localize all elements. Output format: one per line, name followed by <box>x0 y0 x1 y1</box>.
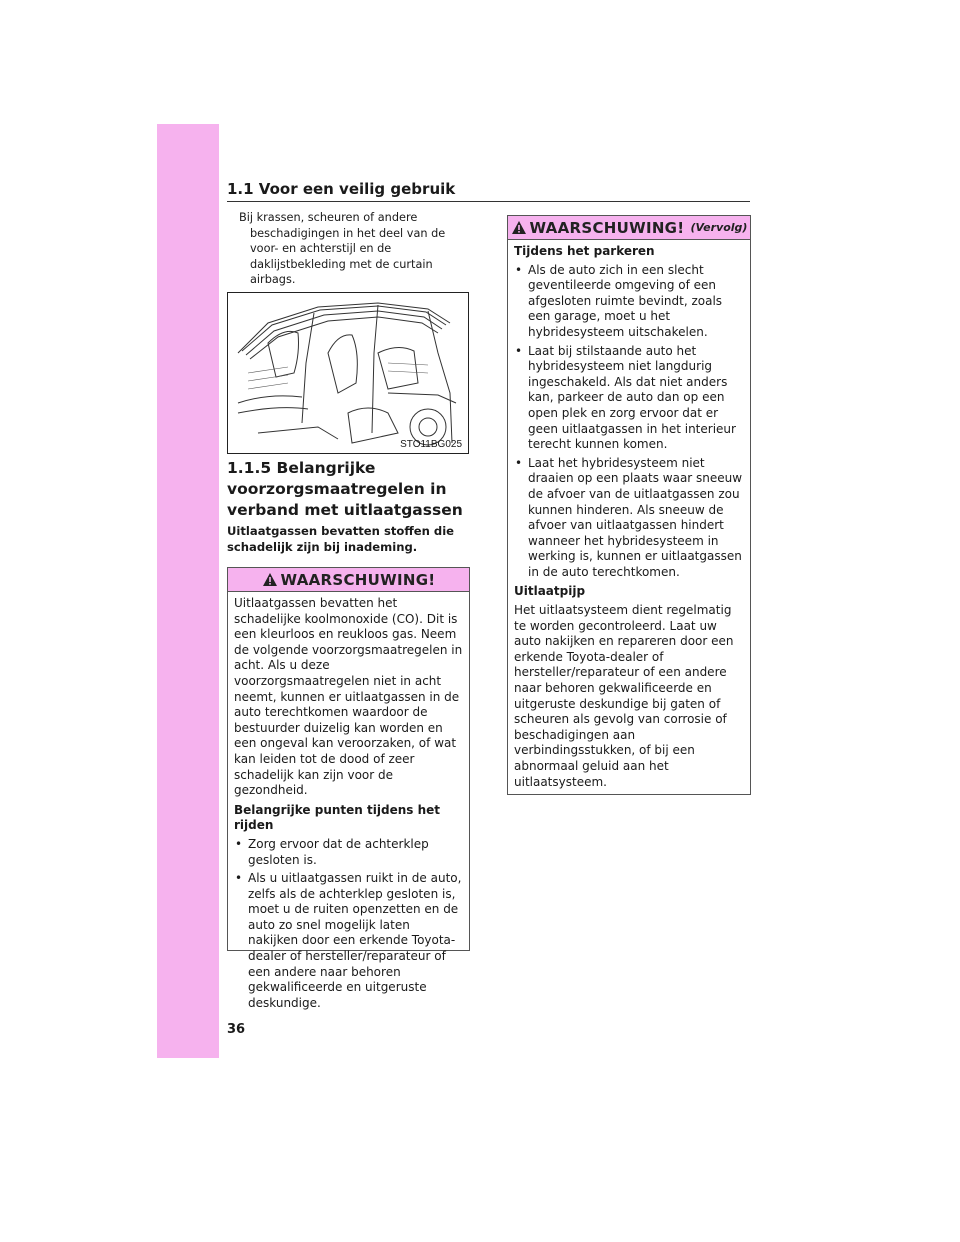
intro-bullet: Bij krassen, scheuren of andere beschadigingen in het deel van de voor- en achterstijl en de daklijstbekleding met de curtain airbags. <box>239 211 446 286</box>
warning-subsection-title: Tijdens het parkeren <box>514 244 655 258</box>
warning-title: WAARSCHUWING! <box>280 570 436 589</box>
warning-triangle-icon <box>262 572 278 587</box>
warning-list-item: • Als de auto zich in een slecht geventileerde omgeving of een afgesloten ruimte bevindt, zoals een garage, moet u het hybridesysteem uitschakelen. <box>514 263 744 341</box>
warning-triangle-icon <box>511 220 527 235</box>
warning-subsection-title: Uitlaatpijp <box>514 584 586 599</box>
warning-body <box>228 592 469 1017</box>
section-subheading: Uitlaatgassen bevatten stoffen die schadelijk zijn bij inademing. <box>227 524 455 554</box>
warning-subsection-title: Belangrijke punten tijdens het rijden <box>234 802 440 833</box>
warning-list-item: • Laat het hybridesysteem niet draaien op een plaats waar sneeuw de afvoer van de uitlaatgassen zou kunnen hinderen. Als sneeuw de afvoer van uitlaatgassen hindert wanneer het hybridesysteem in werking is, kunnen er uitlaatgassen in de auto terechtkomen. <box>514 456 744 581</box>
warning-body <box>508 240 750 796</box>
section-header <box>227 179 750 202</box>
warning-text: Het uitlaatsysteem dient regelmatig te worden gecontroleerd. Laat uw auto nakijken en repareren door een erkende Toyota-dealer of hersteller/reparateur of een andere naar behoren gekwalificeerde en uitgeruste deskundige bij gaten of scheuren als gevolg van corrosie of beschadigingen aan verbindingsstukken, of bij een abnormaal geluid aan het uitlaatsysteem. <box>514 603 734 789</box>
intro-block <box>227 210 471 288</box>
figure-code: STO11BG025 <box>400 439 462 450</box>
warning-header <box>228 568 469 592</box>
warning-list-item: • Laat bij stilstaande auto het hybridesysteem niet langdurig ingeschakeld. Als dat niet anders kan, parkeer de auto dan op een open plek en zorg ervoor dat er geen uitlaatgassen in het interieur terecht kunnen komen. <box>514 344 744 453</box>
warning-box-2 <box>507 215 751 795</box>
warning-box-1 <box>227 567 470 1010</box>
warning-continued-label: (Vervolg) <box>690 221 748 234</box>
car-interior-illustration <box>228 293 468 453</box>
section-heading: 1.1.5 Belangrijke voorzorgsmaatregelen in verband met uitlaatgassen <box>227 459 463 519</box>
page-number: 36 <box>227 1022 246 1037</box>
warning-header <box>508 216 750 240</box>
warning-title: WAARSCHUWING! <box>529 218 685 237</box>
warning-list-item: • Zorg ervoor dat de achterklep gesloten is. <box>234 837 463 868</box>
car-interior-figure <box>227 292 469 454</box>
warning-text: Uitlaatgassen bevatten het schadelijke koolmonoxide (CO). Dit is een kleurloos en reukloos gas. Neem de volgende voorzorgsmaatregelen in acht. Als u deze voorzorgsmaatregelen niet in acht neemt, kunnen er uitlaatgassen in de auto terechtkomen waardoor de bestuurder duizelig kan worden en een ongeval kan veroorzaken, of wat kan leiden tot de dood of zeer schadelijk kan zijn voor de gezondheid. <box>234 596 463 798</box>
section-title: 1.1 Voor een veilig gebruik <box>227 180 456 198</box>
warning-list-item: • Als u uitlaatgassen ruikt in de auto, zelfs als de achterklep gesloten is, moet u de ruiten openzetten en de auto zo snel mogelijk laten nakijken door een erkende Toyota-dealer of hersteller/reparateur of een andere naar behoren gekwalificeerde en uitgeruste deskundige. <box>234 871 463 1011</box>
chapter-side-tab <box>157 124 219 1058</box>
